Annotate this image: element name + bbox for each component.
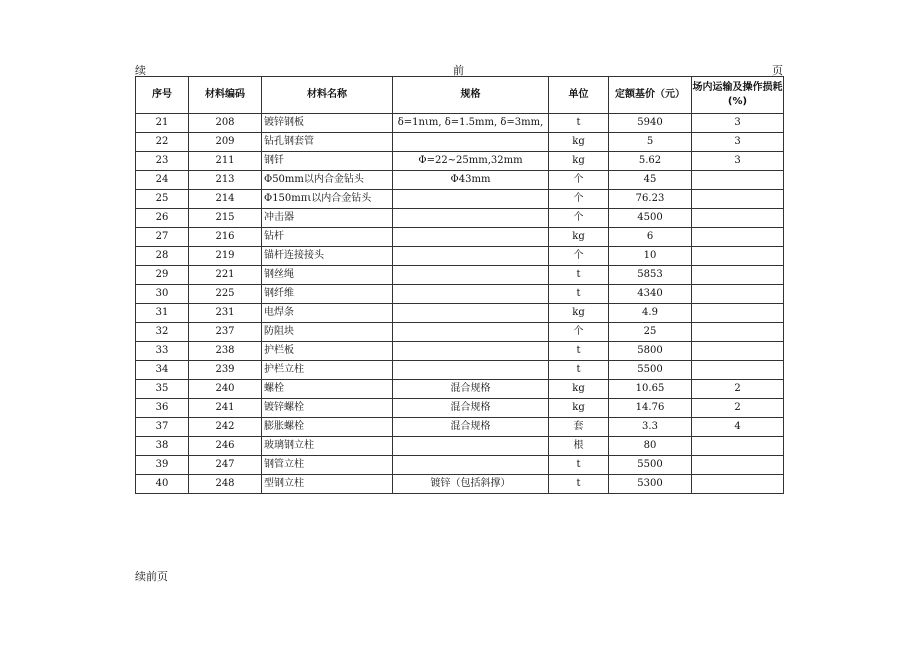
cell-name: 钻杆 (262, 228, 393, 247)
cell-spec (393, 266, 549, 285)
cell-code: 239 (189, 361, 262, 380)
cell-index: 33 (136, 342, 189, 361)
footer-note: 续前页 (135, 570, 168, 583)
cell-spec (393, 361, 549, 380)
cell-spec: 混合规格 (393, 380, 549, 399)
cell-price: 4500 (609, 209, 692, 228)
cell-code: 216 (189, 228, 262, 247)
cell-price: 4340 (609, 285, 692, 304)
cell-spec (393, 247, 549, 266)
cell-loss: 4 (692, 418, 784, 437)
cell-name: 钢丝绳 (262, 266, 393, 285)
cell-name: 镀锌螺栓 (262, 399, 393, 418)
cell-index: 40 (136, 475, 189, 494)
cell-code: 221 (189, 266, 262, 285)
cell-loss (692, 285, 784, 304)
cell-spec: Φ43mm (393, 171, 549, 190)
cell-unit: t (549, 361, 609, 380)
cell-code: 247 (189, 456, 262, 475)
table-row (136, 456, 784, 475)
header-index: 序号 (136, 77, 189, 114)
continuation-right: 页 (772, 64, 783, 77)
table-row (136, 342, 784, 361)
cell-unit: kg (549, 304, 609, 323)
table-row (136, 228, 784, 247)
cell-spec (393, 342, 549, 361)
cell-code: 208 (189, 114, 262, 133)
cell-index: 34 (136, 361, 189, 380)
cell-name: 钢纤维 (262, 285, 393, 304)
cell-name: 型钢立柱 (262, 475, 393, 494)
cell-name: 膨胀螺栓 (262, 418, 393, 437)
table-row (136, 247, 784, 266)
cell-loss (692, 171, 784, 190)
cell-name: 螺栓 (262, 380, 393, 399)
cell-price: 5500 (609, 456, 692, 475)
cell-name: 冲击器 (262, 209, 393, 228)
cell-loss (692, 342, 784, 361)
cell-unit: t (549, 266, 609, 285)
cell-index: 39 (136, 456, 189, 475)
table-row (136, 114, 784, 133)
cell-unit: t (549, 456, 609, 475)
cell-price: 25 (609, 323, 692, 342)
cell-spec (393, 437, 549, 456)
table-row (136, 190, 784, 209)
cell-spec: 混合规格 (393, 418, 549, 437)
cell-loss (692, 228, 784, 247)
cell-price: 5.62 (609, 152, 692, 171)
cell-loss: 2 (692, 380, 784, 399)
cell-index: 32 (136, 323, 189, 342)
cell-unit: kg (549, 228, 609, 247)
cell-index: 21 (136, 114, 189, 133)
cell-index: 26 (136, 209, 189, 228)
cell-code: 246 (189, 437, 262, 456)
cell-loss (692, 266, 784, 285)
cell-spec: Φ=22~25mm,32mm (393, 152, 549, 171)
cell-loss: 2 (692, 399, 784, 418)
cell-price: 5500 (609, 361, 692, 380)
cell-unit: kg (549, 399, 609, 418)
header-spec: 规格 (393, 77, 549, 114)
cell-unit: 根 (549, 437, 609, 456)
cell-index: 37 (136, 418, 189, 437)
cell-loss (692, 190, 784, 209)
cell-loss (692, 304, 784, 323)
cell-spec (393, 228, 549, 247)
cell-name: 防阻块 (262, 323, 393, 342)
continuation-middle: 前 (453, 64, 464, 77)
cell-unit: kg (549, 380, 609, 399)
cell-code: 209 (189, 133, 262, 152)
cell-loss (692, 437, 784, 456)
cell-index: 29 (136, 266, 189, 285)
cell-loss: 3 (692, 114, 784, 133)
cell-code: 231 (189, 304, 262, 323)
cell-spec: 镀锌（包括斜撑） (393, 475, 549, 494)
cell-code: 240 (189, 380, 262, 399)
table-row (136, 171, 784, 190)
table-row (136, 152, 784, 171)
cell-unit: t (549, 475, 609, 494)
cell-unit: t (549, 114, 609, 133)
cell-name: 钢钎 (262, 152, 393, 171)
table-row (136, 437, 784, 456)
cell-index: 27 (136, 228, 189, 247)
cell-price: 5940 (609, 114, 692, 133)
cell-price: 10 (609, 247, 692, 266)
cell-loss: 3 (692, 152, 784, 171)
cell-index: 31 (136, 304, 189, 323)
cell-spec (393, 456, 549, 475)
cell-unit: 个 (549, 247, 609, 266)
cell-price: 4.9 (609, 304, 692, 323)
cell-code: 225 (189, 285, 262, 304)
cell-spec (393, 209, 549, 228)
cell-spec: 混合规格 (393, 399, 549, 418)
table-row (136, 304, 784, 323)
table-row (136, 418, 784, 437)
cell-unit: kg (549, 133, 609, 152)
table-row (136, 399, 784, 418)
cell-price: 14.76 (609, 399, 692, 418)
cell-price: 76.23 (609, 190, 692, 209)
cell-name: 电焊条 (262, 304, 393, 323)
header-row (136, 77, 784, 114)
cell-spec: δ=1nιm, δ=1.5mm, δ=3mm, (393, 114, 549, 133)
cell-price: 6 (609, 228, 692, 247)
cell-price: 5853 (609, 266, 692, 285)
cell-spec (393, 133, 549, 152)
cell-index: 22 (136, 133, 189, 152)
cell-code: 238 (189, 342, 262, 361)
cell-code: 248 (189, 475, 262, 494)
cell-name: Φ150mπι以内合金钻头 (262, 190, 393, 209)
cell-unit: t (549, 342, 609, 361)
cell-loss: 3 (692, 133, 784, 152)
continuation-left: 续 (135, 64, 146, 77)
cell-code: 215 (189, 209, 262, 228)
materials-table (135, 76, 784, 494)
cell-loss (692, 456, 784, 475)
table-row (136, 361, 784, 380)
cell-code: 241 (189, 399, 262, 418)
cell-name: 镀锌钢板 (262, 114, 393, 133)
cell-loss (692, 475, 784, 494)
cell-code: 219 (189, 247, 262, 266)
cell-code: 211 (189, 152, 262, 171)
cell-code: 214 (189, 190, 262, 209)
cell-unit: 套 (549, 418, 609, 437)
cell-index: 38 (136, 437, 189, 456)
cell-name: Φ50mm以内合金钻头 (262, 171, 393, 190)
cell-name: 钢管立柱 (262, 456, 393, 475)
cell-spec (393, 323, 549, 342)
cell-price: 5300 (609, 475, 692, 494)
table-row (136, 475, 784, 494)
cell-loss (692, 247, 784, 266)
cell-price: 10.65 (609, 380, 692, 399)
header-name: 材料名称 (262, 77, 393, 114)
cell-loss (692, 323, 784, 342)
cell-spec (393, 285, 549, 304)
continuation-header (135, 62, 783, 76)
cell-unit: 个 (549, 190, 609, 209)
cell-unit: t (549, 285, 609, 304)
cell-name: 钻孔钢套管 (262, 133, 393, 152)
cell-code: 242 (189, 418, 262, 437)
cell-index: 24 (136, 171, 189, 190)
cell-index: 35 (136, 380, 189, 399)
table-row (136, 133, 784, 152)
cell-price: 80 (609, 437, 692, 456)
header-unit: 单位 (549, 77, 609, 114)
cell-unit: 个 (549, 209, 609, 228)
cell-unit: 个 (549, 323, 609, 342)
cell-unit: kg (549, 152, 609, 171)
cell-index: 30 (136, 285, 189, 304)
table-row (136, 266, 784, 285)
table-row (136, 323, 784, 342)
header-code: 材料编码 (189, 77, 262, 114)
cell-index: 36 (136, 399, 189, 418)
cell-index: 23 (136, 152, 189, 171)
table-row (136, 209, 784, 228)
cell-price: 3.3 (609, 418, 692, 437)
cell-price: 5800 (609, 342, 692, 361)
cell-price: 45 (609, 171, 692, 190)
cell-index: 28 (136, 247, 189, 266)
cell-loss (692, 361, 784, 380)
cell-name: 护栏板 (262, 342, 393, 361)
cell-name: 护栏立柱 (262, 361, 393, 380)
cell-loss (692, 209, 784, 228)
cell-name: 玻璃钢立柱 (262, 437, 393, 456)
table-row (136, 285, 784, 304)
cell-code: 213 (189, 171, 262, 190)
cell-spec (393, 190, 549, 209)
cell-index: 25 (136, 190, 189, 209)
header-price: 定额基价（元） (609, 77, 692, 114)
cell-code: 237 (189, 323, 262, 342)
cell-price: 5 (609, 133, 692, 152)
cell-name: 锚杆连接接头 (262, 247, 393, 266)
cell-spec (393, 304, 549, 323)
header-loss: 场内运输及操作损耗(%) (692, 77, 784, 114)
cell-unit: 个 (549, 171, 609, 190)
table-row (136, 380, 784, 399)
